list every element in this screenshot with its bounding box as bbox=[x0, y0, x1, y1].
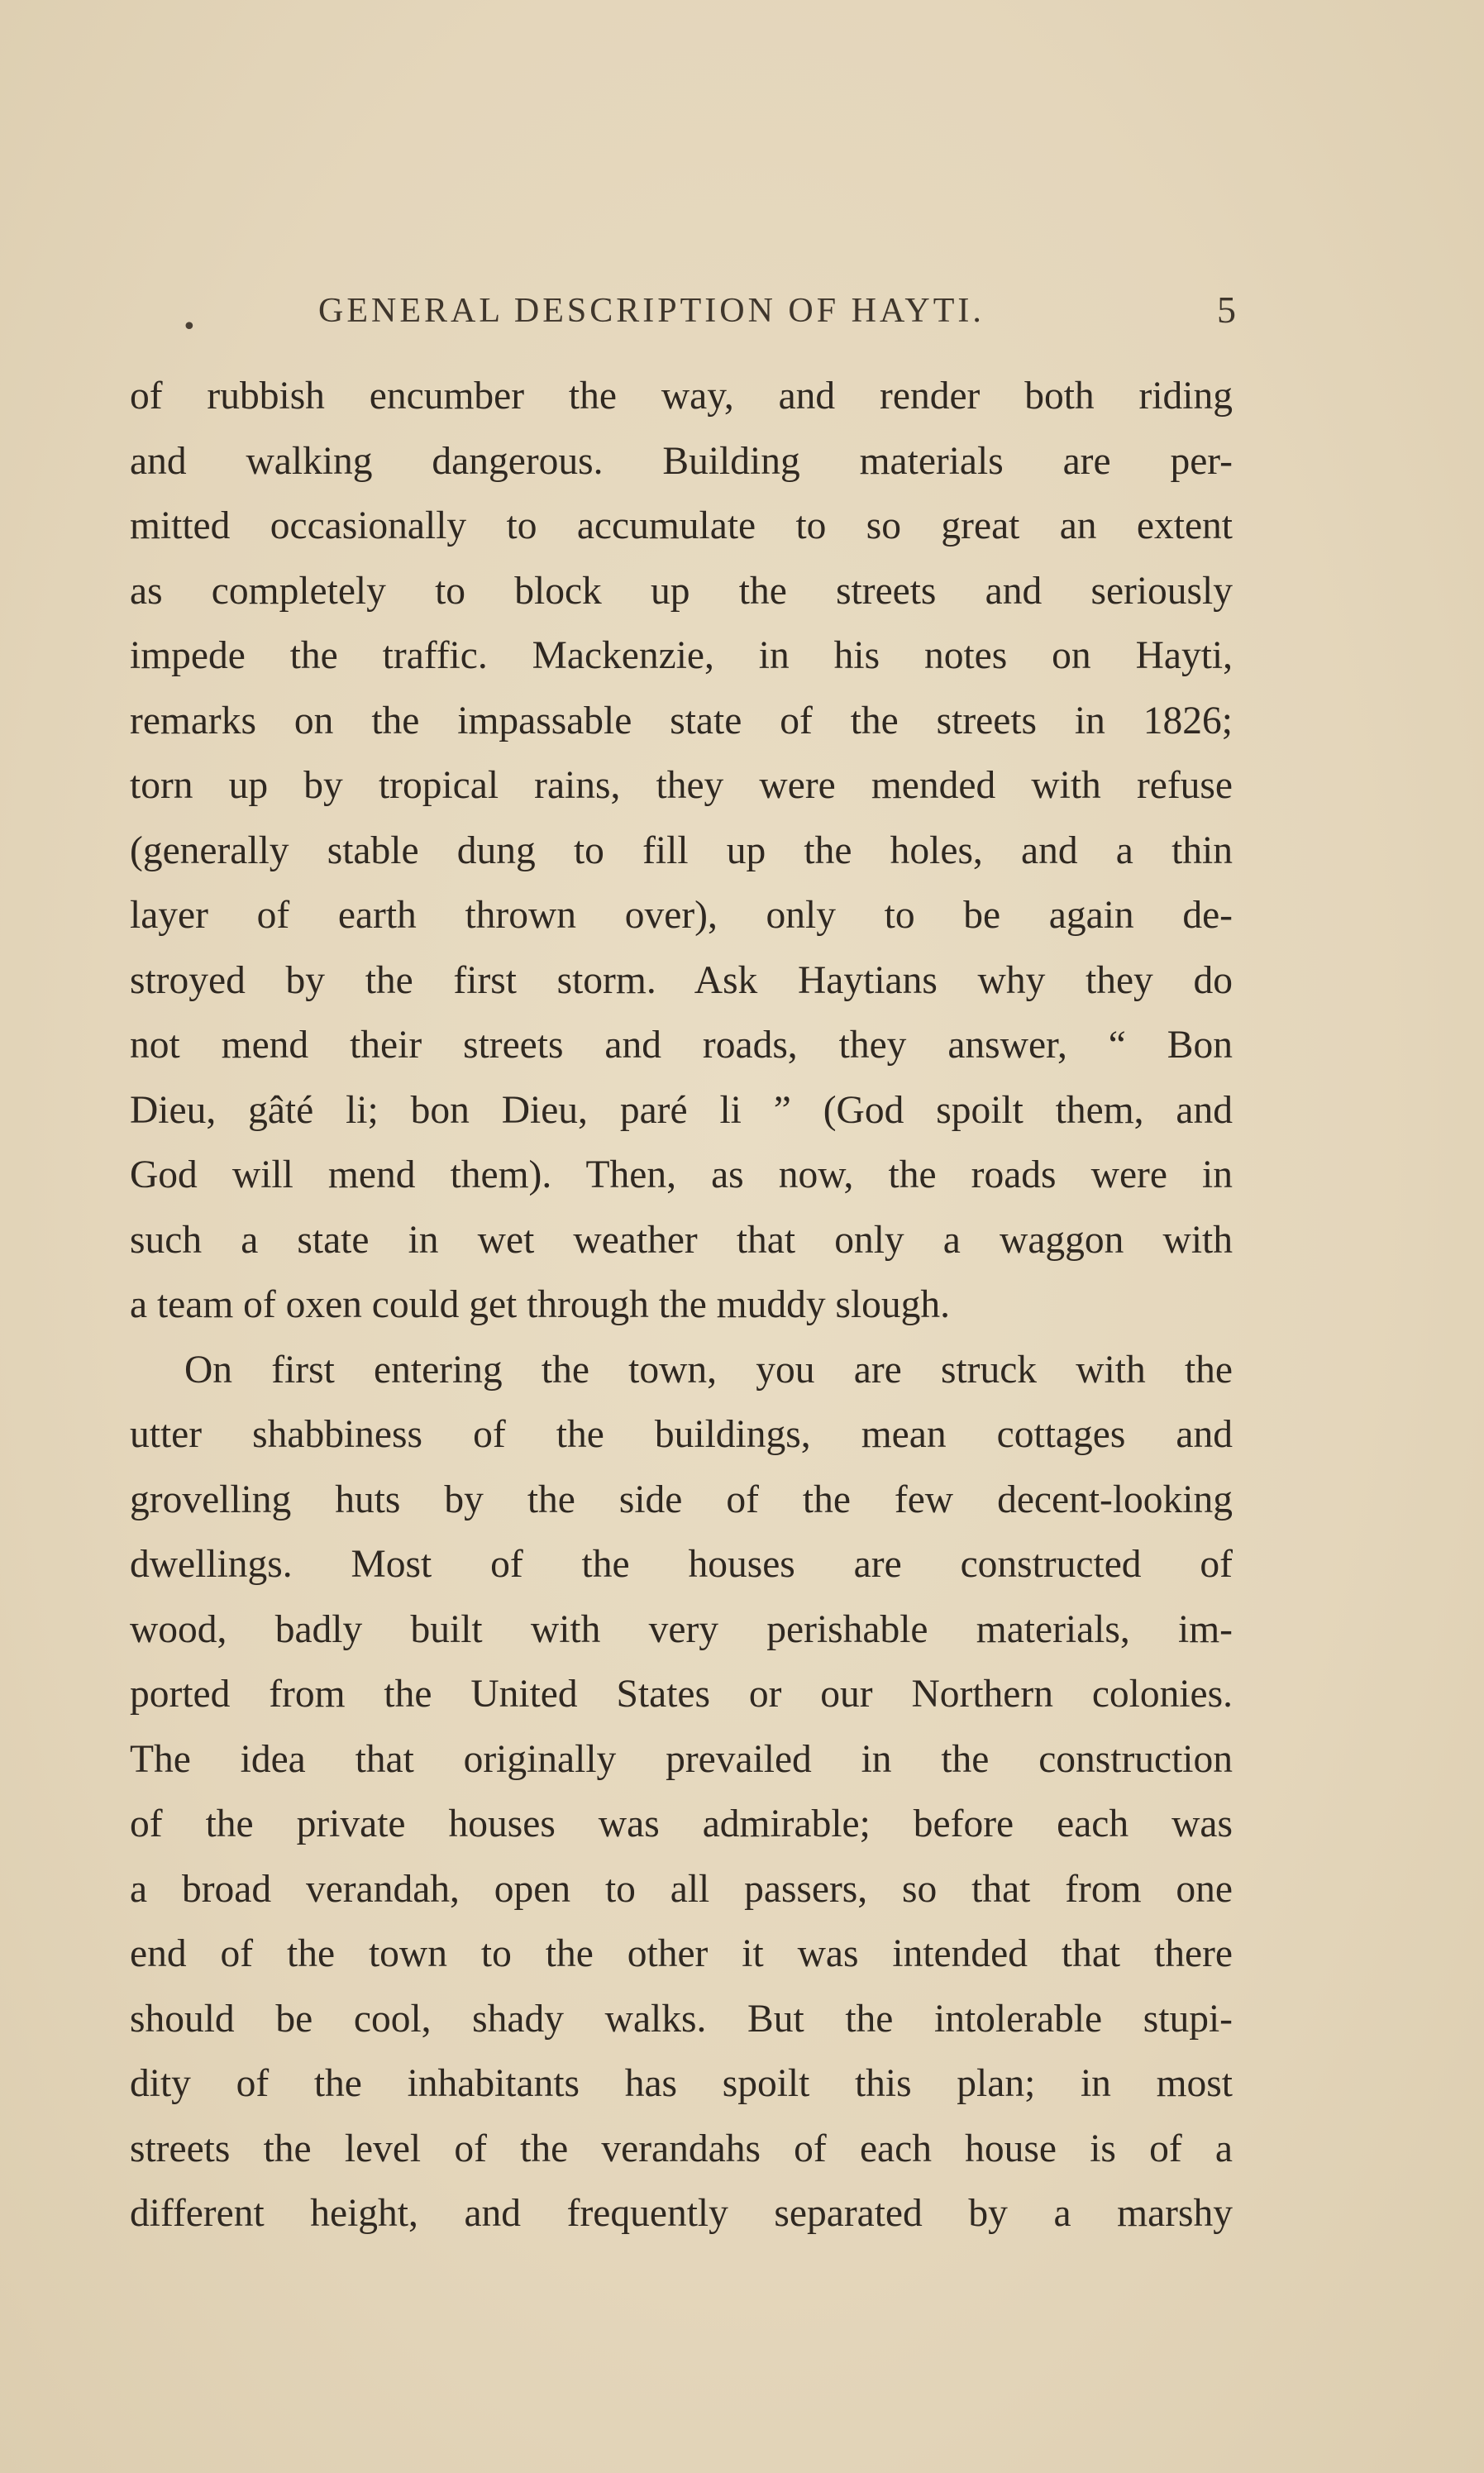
text-line: wood, badly built with very perishable materials, im- bbox=[130, 1607, 1233, 1651]
text-line: streets the level of the verandahs of each house is of a bbox=[130, 2127, 1233, 2170]
text-line: and walking dangerous. Building materials are per- bbox=[130, 439, 1233, 483]
text-line: of the private houses was admirable; before each was bbox=[130, 1802, 1233, 1845]
text-line: stroyed by the first storm. Ask Haytians why they do bbox=[130, 958, 1233, 1002]
text-line: layer of earth thrown over), only to be again de- bbox=[130, 894, 1233, 937]
text-line: mitted occasionally to accumulate to so great an extent bbox=[130, 504, 1233, 547]
text-line: of rubbish encumber the way, and render both riding bbox=[130, 375, 1233, 418]
text-line: not mend their streets and roads, they answer, “ Bon bbox=[130, 1024, 1233, 1067]
text-line: torn up by tropical rains, they were mended with refuse bbox=[130, 764, 1233, 807]
text-line: remarks on the impassable state of the streets in 1826; bbox=[130, 699, 1233, 742]
text-line: such a state in wet weather that only a waggon with bbox=[130, 1218, 1233, 1262]
body-text bbox=[130, 364, 1233, 2246]
paragraph-end-line: a team of oxen could get through the muddy slough. bbox=[130, 1283, 951, 1326]
header-marker: • bbox=[182, 313, 197, 341]
running-title: GENERAL DESCRIPTION OF HAYTI. bbox=[318, 292, 985, 330]
text-line: (generally stable dung to fill up the holes, and a thin bbox=[130, 828, 1233, 872]
text-line: impede the traffic. Mackenzie, in his notes on Hayti, bbox=[130, 634, 1233, 677]
text-line: a broad verandah, open to all passers, so that from one bbox=[130, 1867, 1233, 1911]
page-number: 5 bbox=[1217, 289, 1236, 331]
text-line: different height, and frequently separated by a marshy bbox=[130, 2192, 1233, 2235]
text-line: end of the town to the other it was intended that there bbox=[130, 1932, 1233, 1975]
text-line: as completely to block up the streets and seriously bbox=[130, 569, 1233, 613]
text-line: grovelling huts by the side of the few decent-looking bbox=[130, 1478, 1233, 1521]
text-line: dity of the inhabitants has spoilt this plan; in most bbox=[130, 2062, 1233, 2105]
running-header bbox=[128, 288, 1236, 346]
text-line: God will mend them). Then, as now, the roads were in bbox=[130, 1153, 1233, 1196]
text-line: ported from the United States or our Northern colonies. bbox=[130, 1673, 1233, 1716]
text-line: dwellings. Most of the houses are constructed of bbox=[130, 1543, 1233, 1586]
text-line: should be cool, shady walks. But the intolerable stupi- bbox=[130, 1997, 1233, 2041]
text-line: utter shabbiness of the buildings, mean cottages and bbox=[130, 1413, 1233, 1456]
text-line: The idea that originally prevailed in the construction bbox=[130, 1737, 1233, 1781]
text-line: Dieu, gâté li; bon Dieu, paré li ” (God spoilt them, and bbox=[130, 1088, 1233, 1132]
paragraph-start-line: On first entering the town, you are struck with the bbox=[184, 1348, 1233, 1392]
